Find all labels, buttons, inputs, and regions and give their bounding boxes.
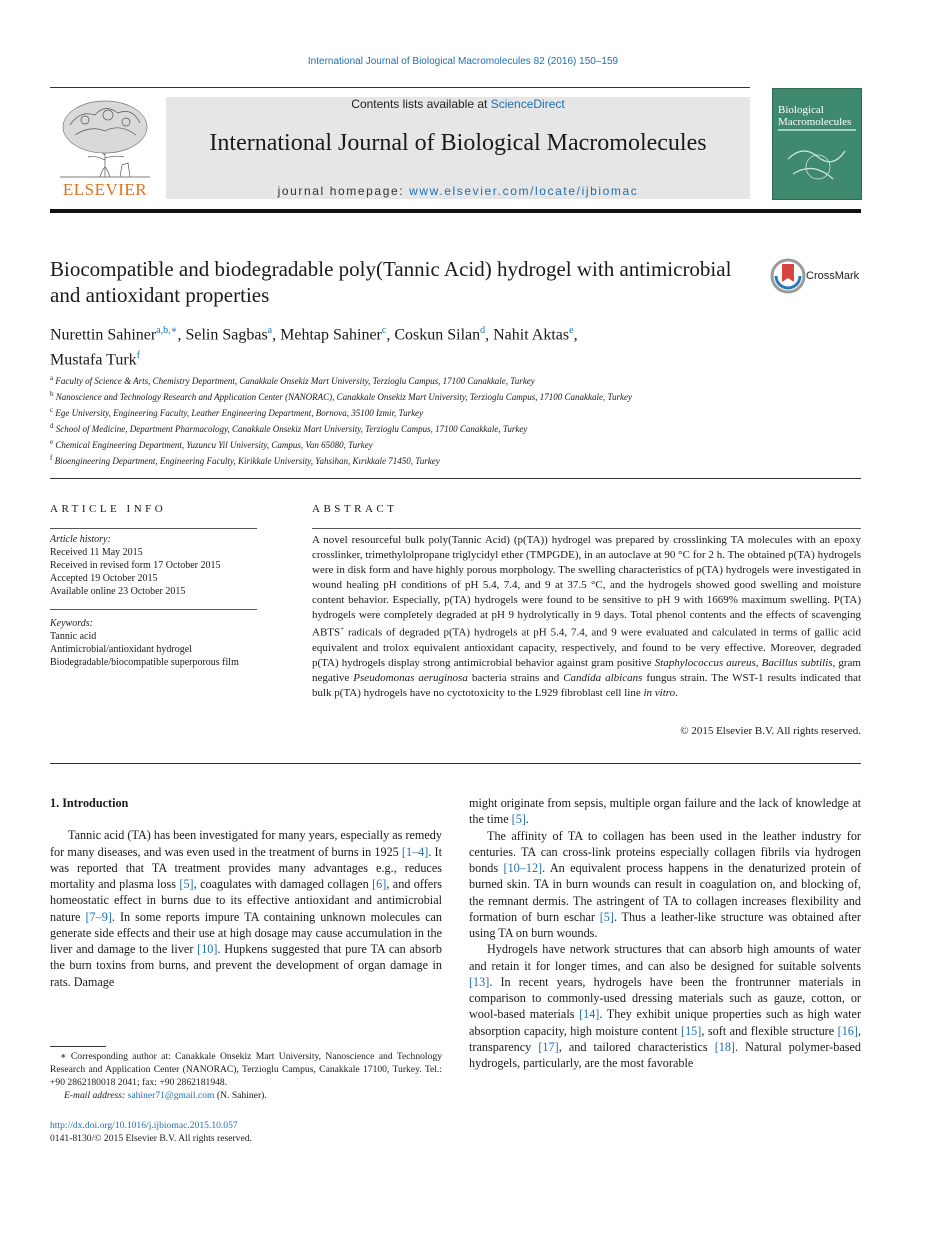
affiliation-list xyxy=(50,372,750,468)
author-separator: , xyxy=(573,326,578,344)
body-text: Tannic acid (TA) has been investigated for many years, especially as remedy for many diseases, and was even used in the treatment of burns in 1925 xyxy=(50,828,442,859)
abstract-rule xyxy=(312,528,861,529)
history-revised: Received in revised form 17 October 2015 xyxy=(50,560,221,571)
body-text: , and offers homeostatic effect in burns due to its effective antioxidant and antimicrobial nature xyxy=(50,877,442,924)
reference-link[interactable]: [18] xyxy=(714,1039,735,1054)
body-text: . In some reports impure TA containing unknown molecules can generate side effects and their use at high dosage may cause accumulation in the liver and damage to the liver xyxy=(50,909,442,956)
article-info-rule xyxy=(50,528,257,529)
crossmark-label: CrossMark xyxy=(806,270,860,282)
abstract-text-part: , gram negative xyxy=(312,656,861,684)
author-affiliation-marker[interactable]: c xyxy=(381,325,387,336)
article-history xyxy=(50,533,260,598)
author-name[interactable]: Coskun Silan xyxy=(394,326,481,344)
journal-name: International Journal of Biological Macromolecules xyxy=(209,130,707,156)
history-accepted: Accepted 19 October 2015 xyxy=(50,573,158,584)
affiliation-text: Ege University, Engineering Faculty, Leather Engineering Department, Bornova, 35100 Izmir, Turkey xyxy=(55,408,424,418)
abstract-text-part: . xyxy=(675,686,678,699)
affiliation-item xyxy=(50,372,750,388)
abstract-body xyxy=(312,533,861,701)
author-separator: , xyxy=(485,326,494,344)
body-paragraph xyxy=(50,827,442,990)
keyword-item: Tannic acid xyxy=(50,631,97,642)
affiliation-text: Bioengineering Department, Engineering Faculty, Kirikkale University, Yahsihan, Kırıkkale 71450, Turkey xyxy=(54,456,440,466)
affiliation-item xyxy=(50,420,750,436)
abstract-copyright: © 2015 Elsevier B.V. All rights reserved. xyxy=(680,725,861,737)
author-affiliation-marker[interactable]: a,b,∗ xyxy=(156,325,178,336)
body-paragraph xyxy=(469,941,861,1071)
abstract-text-part: A novel resourceful bulk poly(Tannic Acid) (p(TA)) hydrogel was prepared by crosslinking TA molecules with an epoxy crosslinker, trimethylolpropane triglycidyl ether (TMPGDE), in an autoclave at 90 °C for 2 h. The obtained p(TA) hydrogels were in disk form and have highly porous morphology. The swelling characteristics of p(TA) hydrogels were investigated in wound healing pH conditions of pH 5.4, 7.4, and 9 at 37.5 °C, and the hydrogels showed good swelling and moisture content behavior. Especially, p(TA) hydrogels were found to be sensitive to pH 9 with 1669% maximum swelling. P(TA) hydrogels were completely degraded at pH 9 hydrolytically in 9 days. Total phenol contents and the effects of scavenging ABTS xyxy=(312,534,861,640)
affiliation-marker: b xyxy=(50,390,54,398)
keywords-heading: Keywords: xyxy=(50,618,93,629)
body-text: Hydrogels have network structures that can absorb high amounts of water and retain it for longer times, and can also be designed for suitable solvents xyxy=(469,942,861,973)
body-text: . Thus a leather-like structure was obtained after using TA on burn wounds. xyxy=(469,909,861,940)
abstract-text-part: bacteria strains and xyxy=(467,671,564,684)
body-text: , transparency xyxy=(469,1023,861,1054)
affiliation-marker: a xyxy=(50,374,54,382)
doi-block xyxy=(50,1119,442,1145)
abstract-text-part: fungus strain. The WST-1 results indicated that bulk p(TA) hydrogels have no cyctotoxicity to the L929 fibroblast cell line xyxy=(312,671,861,699)
header-top-rule xyxy=(50,87,750,88)
author-separator: , xyxy=(177,326,186,344)
reference-link[interactable]: [10–12] xyxy=(503,861,543,875)
elsevier-logo xyxy=(50,95,160,200)
species-name: Candida albicans xyxy=(563,671,643,684)
footnote-text: Corresponding author at: Canakkale Onsekiz Mart University, Nanoscience and Technology Research and Application Center (NANORAC), Terzioglu Campus, Canakkale 17100, Turkey. Tel.: +90 2862180018 2041; fax: +90 2862181948. xyxy=(50,1051,442,1088)
reference-link[interactable]: [5] xyxy=(511,812,526,827)
body-text: , coagulates with damaged collagen xyxy=(193,877,373,891)
body-column-right xyxy=(469,795,861,1071)
body-text: . In recent years, hydrogels have been the frontrunner materials in comparison to commonly-used dressing materials such as gauze, cotton, or wool-based materials xyxy=(469,974,861,1022)
affiliation-item xyxy=(50,452,750,468)
author-affiliation-marker[interactable]: a xyxy=(267,325,273,336)
body-text: . Natural polymer-based hydrogels, particularly, are the most favorable xyxy=(469,1039,861,1070)
article-info-heading: ARTICLE INFO xyxy=(50,503,167,515)
body-text: might originate from sepsis, multiple organ failure and the lack of knowledge at the time xyxy=(469,796,861,827)
cover-title-line1: Biological xyxy=(778,104,824,116)
section-heading-introduction: 1. Introduction xyxy=(50,796,129,810)
abstract-superscript: + xyxy=(340,625,345,634)
body-text: . Hupkens suggested that pure TA can absorb the burn toxins from burns, and prevent the development of organ damage in rats. Damage xyxy=(50,942,443,989)
author-list xyxy=(50,320,810,371)
abstract-text-part: radicals of degraded p(TA) hydrogels at pH 5.4, 7.4, and 9 were evaluated and calculated in terms of gallic acid equivalent and trolox equivalent antioxidant capacity, respectively, and found to be very effective. Moreover, degraded p(TA) hydrogels display strong antimicrobial behavior against gram positive xyxy=(312,627,861,669)
author-separator: , xyxy=(272,326,281,344)
reference-link[interactable]: [10] xyxy=(197,942,218,956)
reference-link[interactable]: [13] xyxy=(469,974,490,989)
reference-link[interactable]: [7–9] xyxy=(85,909,112,924)
affiliation-item xyxy=(50,436,750,452)
author-affiliation-marker[interactable]: f xyxy=(136,350,141,362)
crossmark-icon xyxy=(770,258,806,294)
body-paragraph xyxy=(469,795,861,828)
author-name[interactable]: Mehtap Sahiner xyxy=(280,326,382,344)
history-heading: Article history: xyxy=(50,534,111,545)
affiliation-marker: d xyxy=(50,422,54,430)
email-suffix: (N. Sahiner). xyxy=(214,1090,267,1101)
header-thick-rule xyxy=(50,209,861,213)
issn-copyright: 0141-8130/© 2015 Elsevier B.V. All rights reserved. xyxy=(50,1133,252,1144)
history-received: Received 11 May 2015 xyxy=(50,547,143,558)
article-title: Biocompatible and biodegradable poly(Tannic Acid) hydrogel with antimicrobial and antioxidant properties xyxy=(50,257,732,307)
body-text: . An equivalent process happens in the denaturized protein of burned skin. TA in burn wounds can result in coagulation on, and blocking of, the remnant dermis. The astringent of TA to collagen increases flexibility and formation of burn eschar xyxy=(469,861,862,924)
section-divider xyxy=(50,763,861,764)
author-name[interactable]: Nurettin Sahiner xyxy=(50,326,157,344)
author-separator: , xyxy=(386,326,395,344)
body-text: The affinity of TA to collagen has been used in the leather industry for centuries. TA can cross-link proteins especially collagen fibrils via hydrogen bonds xyxy=(469,828,861,875)
affiliation-text: Nanoscience and Technology Research and Application Center (NANORAC), Canakkale Onsekiz Mart University, Terzioglu Campus, 17100 Canakkale, Turkey xyxy=(55,392,633,402)
footnote-rule xyxy=(50,1046,106,1047)
affiliation-text: Faculty of Science & Arts, Chemistry Department, Canakkale Onsekiz Mart University, Terzioglu Campus, 17100 Canakkale, Turkey xyxy=(55,376,535,386)
footnote-marker: ∗ xyxy=(60,1051,67,1062)
reference-link[interactable]: [14] xyxy=(579,1007,600,1022)
keywords-block xyxy=(50,617,270,669)
keyword-item: Biodegradable/biocompatible superporous film xyxy=(50,657,239,668)
reference-link[interactable]: [5] xyxy=(179,877,194,891)
journal-cover-image xyxy=(773,89,861,199)
journal-citation-link[interactable]: International Journal of Biological Macromolecules 82 (2016) 150–159 xyxy=(307,56,619,67)
species-name: Pseudomonas aeruginosa xyxy=(353,671,468,684)
author-affiliation-marker[interactable]: e xyxy=(569,325,574,336)
species-name: Bacillus subtilis xyxy=(761,656,833,669)
body-text: , and tailored characteristics xyxy=(558,1039,715,1054)
journal-cover-thumbnail[interactable] xyxy=(772,88,862,200)
keyword-item: Antimicrobial/antioxidant hydrogel xyxy=(50,644,192,655)
author-name[interactable]: Mustafa Turk xyxy=(50,351,137,369)
reference-link[interactable]: [17] xyxy=(538,1039,559,1054)
reference-link[interactable]: [6] xyxy=(372,877,387,891)
body-text: . xyxy=(525,812,529,827)
body-text: . It was reported that TA treatment provides many advantages e.g., reduces mortality and plasma loss xyxy=(50,844,442,891)
reference-link[interactable]: [15] xyxy=(681,1023,702,1038)
elsevier-wordmark: ELSEVIER xyxy=(62,180,148,199)
abstract-text-part: , xyxy=(755,656,762,669)
reference-link[interactable]: [1–4] xyxy=(401,844,429,859)
affiliation-text: Chemical Engineering Department, Yuzuncu Yil University, Campus, Van 65080, Turkey xyxy=(55,440,373,450)
journal-homepage-line xyxy=(166,184,750,198)
author-name[interactable]: Nahit Aktas xyxy=(493,326,570,344)
affiliation-marker: e xyxy=(50,438,54,446)
history-online: Available online 23 October 2015 xyxy=(50,586,186,597)
contents-prefix: Contents lists available at xyxy=(351,97,491,111)
homepage-prefix: journal homepage: xyxy=(277,184,410,198)
section-divider xyxy=(50,478,861,479)
body-paragraph xyxy=(469,828,861,942)
body-column-left xyxy=(50,795,442,990)
affiliation-item xyxy=(50,388,750,404)
sciencedirect-link[interactable]: ScienceDirect xyxy=(490,97,565,111)
affiliation-marker: c xyxy=(50,406,54,414)
body-text: . They exhibit unique properties such as high water absorption capacity, high moisture content xyxy=(469,1007,862,1038)
doi-link[interactable]: http://dx.doi.org/10.1016/j.ijbiomac.2015.10.057 xyxy=(50,1120,238,1131)
author-name[interactable]: Selin Sagbas xyxy=(185,326,268,344)
reference-link[interactable]: [16] xyxy=(837,1023,858,1038)
affiliation-text: School of Medicine, Department Pharmacology, Canakkale Onsekiz Mart University, Terzioglu Campus, 17100 Canakkale, Turkey xyxy=(55,424,528,434)
keywords-rule xyxy=(50,609,257,610)
email-link[interactable]: sahiner71@gmail.com xyxy=(127,1090,215,1101)
species-name: Staphylococcus aureus xyxy=(654,656,756,669)
contents-available-line xyxy=(166,97,750,111)
body-text: , soft and flexible structure xyxy=(701,1023,838,1038)
cover-title-line2: Macromolecules xyxy=(778,116,852,128)
homepage-link[interactable]: www.elsevier.com/locate/ijbiomac xyxy=(409,184,639,198)
affiliation-marker: f xyxy=(50,454,53,462)
corresponding-author-footnote xyxy=(50,1050,442,1102)
italic-term: in vitro xyxy=(643,686,676,699)
elsevier-tree-icon xyxy=(50,95,160,200)
email-label: E-mail address: xyxy=(64,1090,128,1101)
reference-link[interactable]: [5] xyxy=(599,909,614,924)
abstract-heading: ABSTRACT xyxy=(312,503,398,515)
affiliation-item xyxy=(50,404,750,420)
author-affiliation-marker[interactable]: d xyxy=(480,325,486,336)
